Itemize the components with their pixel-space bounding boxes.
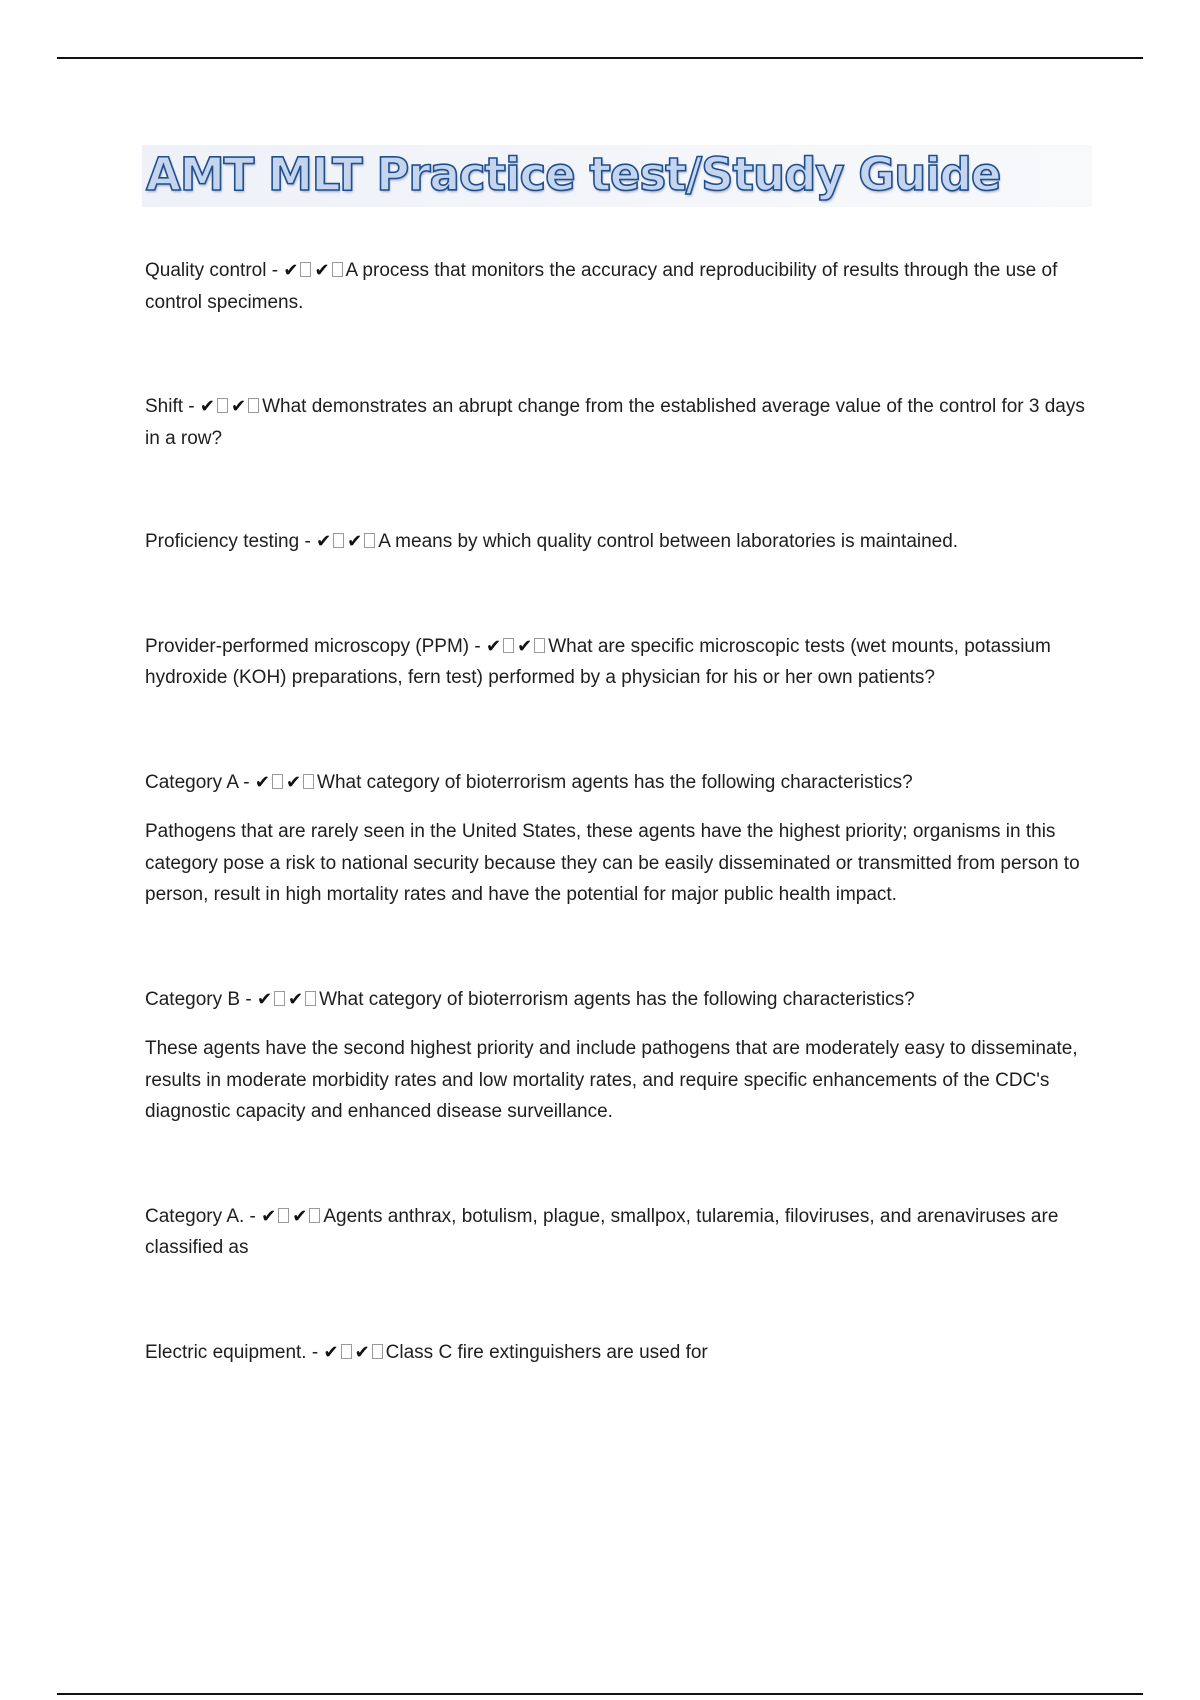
- entry-line: [145, 1201, 1095, 1264]
- box-icon: [305, 991, 316, 1006]
- entry-category-b: [145, 984, 1095, 1128]
- box-icon: [503, 638, 514, 653]
- entry-line: [145, 255, 1095, 318]
- entry-detail: Pathogens that are rarely seen in the United States, these agents have the highest priority; organisms in this category pose a risk to national security because they can be easily disseminated or transmitted from person to person, result in high mortality rates and have the potential for major public health impact.: [145, 821, 1080, 905]
- entry-quality-control: [145, 255, 1095, 318]
- box-icon: [333, 533, 344, 548]
- study-guide-body: [145, 255, 1095, 1368]
- entry-answer: What category of bioterrorism agents has the following characteristics?: [317, 771, 913, 793]
- box-icon: [372, 1344, 383, 1359]
- box-icon: [272, 774, 283, 789]
- box-icon: [309, 1208, 320, 1223]
- entry-answer: Class C fire extinguishers are used for: [385, 1341, 708, 1363]
- separator: -: [237, 771, 255, 793]
- entry-term: Quality control: [145, 260, 267, 281]
- title-banner: [142, 145, 1092, 207]
- entry-proficiency-testing: [145, 526, 1095, 558]
- entry-answer: What are specific microscopic tests (wet mounts, potassium hydroxide (KOH) preparations, fern test) performed by a physician for his or her own patients?: [145, 635, 1051, 688]
- check-icon: ✔: [231, 396, 247, 417]
- check-icon: ✔: [288, 988, 304, 1010]
- entry-term: Provider-performed microscopy (PPM): [145, 635, 470, 657]
- check-icon: ✔: [292, 1205, 308, 1227]
- check-icon: ✔: [261, 1205, 277, 1227]
- check-icon: ✔: [254, 771, 270, 793]
- entry-shift: [145, 391, 1095, 454]
- box-icon: [274, 991, 285, 1006]
- entry-answer: What category of bioterrorism agents has the following characteristics?: [319, 988, 915, 1010]
- box-icon: [217, 398, 228, 413]
- separator: -: [266, 260, 284, 281]
- check-icon: ✔: [285, 771, 302, 793]
- entry-provider-performed-microscopy: [145, 631, 1095, 694]
- check-icon: ✔: [323, 1341, 339, 1363]
- entry-answer: What demonstrates an abrupt change from the established average value of the control for 3 days in a row?: [145, 396, 1085, 449]
- box-icon: [364, 533, 375, 548]
- entry-answer: Agents anthrax, botulism, plague, smallpox, tularemia, filoviruses, and arenaviruses are classified as: [145, 1205, 1059, 1258]
- separator: -: [469, 635, 487, 657]
- top-rule: [57, 57, 1143, 59]
- entry-detail: These agents have the second highest priority and include pathogens that are moderately easy to disseminate, results in moderate morbidity rates and low mortality rates, and require specific enhancements of the CDC's diagnostic capacity and enhanced disease surveillance.: [145, 1038, 1078, 1122]
- box-icon: [248, 398, 259, 413]
- entry-term: Proficiency testing: [145, 531, 300, 552]
- entry-term: Shift: [145, 396, 184, 417]
- entry-line: [145, 631, 1095, 694]
- check-icon: ✔: [347, 531, 363, 552]
- entry-line: [145, 767, 1095, 799]
- box-icon: [534, 638, 545, 653]
- separator: -: [299, 531, 317, 552]
- entry-line: [145, 984, 1095, 1016]
- check-icon: ✔: [314, 260, 330, 281]
- entry-term: Category B: [145, 988, 241, 1010]
- page-title: AMT MLT Practice test/Study Guide: [146, 148, 1001, 201]
- check-icon: ✔: [486, 635, 502, 657]
- entry-category-a-agents: [145, 1201, 1095, 1264]
- separator: -: [306, 1341, 324, 1363]
- box-icon: [278, 1208, 289, 1223]
- entry-category-a: [145, 767, 1095, 911]
- box-icon: [332, 262, 343, 277]
- check-icon: ✔: [283, 260, 299, 281]
- entry-electric-equipment: [145, 1337, 1095, 1369]
- box-icon: [300, 262, 311, 277]
- entry-line: [145, 1337, 1095, 1369]
- entry-answer: A process that monitors the accuracy and reproducibility of results through the use of control specimens.: [145, 260, 1058, 313]
- entry-line: [145, 526, 1095, 558]
- check-icon: ✔: [517, 635, 533, 657]
- separator: -: [244, 1205, 262, 1227]
- box-icon: [303, 774, 314, 789]
- check-icon: ✔: [316, 531, 332, 552]
- separator: -: [183, 396, 200, 417]
- entry-term: Category A: [145, 771, 238, 793]
- check-icon: ✔: [354, 1341, 370, 1363]
- entry-answer: A means by which quality control between laboratories is maintained.: [378, 531, 959, 552]
- bottom-rule: [57, 1693, 1143, 1695]
- separator: -: [240, 988, 257, 1010]
- entry-term: Category A.: [145, 1205, 245, 1227]
- box-icon: [341, 1344, 352, 1359]
- check-icon: ✔: [256, 988, 273, 1010]
- entry-term: Electric equipment.: [145, 1341, 307, 1363]
- check-icon: ✔: [199, 396, 216, 417]
- entry-line: [145, 391, 1095, 454]
